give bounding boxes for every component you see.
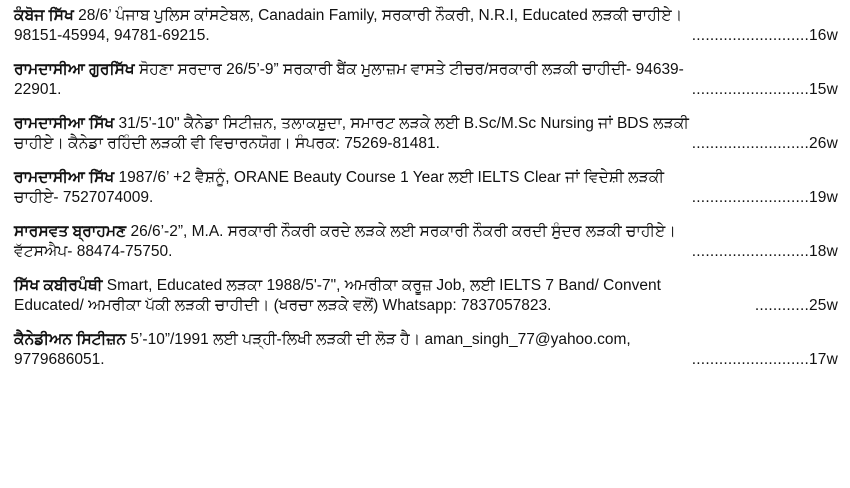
ad-body: 26/6’-2”, M.A. ਸਰਕਾਰੀ ਨੌਕਰੀ ਕਰਦੇ ਲੜਕੇ ਲਈ ਸਰਕਾਰੀ ਨੌਕਰੀ ਕਰਦੀ ਸੁੰਦਰ ਲੜਕੀ ਚਾਹੀਏ। <box>126 223 676 240</box>
ad-text <box>14 330 838 350</box>
ad-text <box>14 6 838 26</box>
ad-contact: 98151-45994, 94781-69215. <box>14 27 210 44</box>
ad-text <box>14 60 838 80</box>
ad-heading: ਕੰਬੋਜ ਸਿੱਖ <box>14 7 74 24</box>
ad-code: ..........................15w <box>691 81 838 98</box>
classified-ad-6 <box>14 276 838 316</box>
ad-heading: ਰਾਮਦਾਸੀਆ ਸਿੱਖ <box>14 115 115 132</box>
ad-last-line <box>14 296 838 316</box>
ad-contact: ਚਾਹੀਏ। ਕੈਨੇਡਾ ਰਹਿੰਦੀ ਲੜਕੀ ਵੀ ਵਿਚਾਰਨਯੋਗ। ਸੰਪਰਕ: 75269-81481. <box>14 135 440 152</box>
ad-contact: 22901. <box>14 81 62 98</box>
ad-heading: ਰਾਮਦਾਸੀਆ ਗੁਰਸਿੱਖ <box>14 61 135 78</box>
ad-body: 5’-10”/1991 ਲਈ ਪੜ੍ਹੀ-ਲਿਖੀ ਲੜਕੀ ਦੀ ਲੋੜ ਹੈ। aman_singh_77@yahoo.com, <box>126 331 631 348</box>
ad-heading: ਸਾਰਸਵਤ ਬ੍ਰਾਹਮਣ <box>14 223 127 240</box>
classified-ad-4 <box>14 168 838 208</box>
ad-heading: ਰਾਮਦਾਸੀਆ ਸਿੱਖ <box>14 169 115 186</box>
ad-contact: ਚਾਹੀਏ- 7527074009. <box>14 189 154 206</box>
ad-last-line <box>14 26 838 46</box>
ad-body: 1987/6’ +2 ਵੈਸ਼ਨੂੰ, ORANE Beauty Course 1 Year ਲਈ IELTS Clear ਜਾਂ ਵਿਦੇਸ਼ੀ ਲੜਕੀ <box>114 169 665 186</box>
ad-text <box>14 114 838 134</box>
ad-code: ..........................26w <box>691 135 838 152</box>
ad-text <box>14 168 838 188</box>
ad-contact: ਵੱਟਸਐਪ- 88474-75750. <box>14 243 173 260</box>
classified-ad-5 <box>14 222 838 262</box>
ad-body: ਸੋਹਣਾ ਸਰਦਾਰ 26/5’-9” ਸਰਕਾਰੀ ਬੈਂਕ ਮੁਲਾਜ਼ਮ ਵਾਸਤੇ ਟੀਚਰ/ਸਰਕਾਰੀ ਲੜਕੀ ਚਾਹੀਦੀ- 94639- <box>134 61 684 78</box>
ad-body: 31/5'-10" ਕੈਨੇਡਾ ਸਿਟੀਜ਼ਨ, ਤਲਾਕਸ਼ੁਦਾ, ਸਮਾਰਟ ਲੜਕੇ ਲਈ B.Sc/M.Sc Nursing ਜਾਂ BDS ਲੜਕੀ <box>114 115 689 132</box>
ad-code: ..........................17w <box>691 351 838 368</box>
ad-body: 28/6’ ਪੰਜਾਬ ਪੁਲਿਸ ਕਾਂਸਟੇਬਲ, Canadain Family, ਸਰਕਾਰੀ ਨੌਕਰੀ, N.R.I, Educated ਲੜਕੀ ਚਾਹੀਏ। <box>73 7 683 24</box>
ad-contact: 9779686051. <box>14 351 105 368</box>
ad-last-line <box>14 188 838 208</box>
classified-ad-7 <box>14 330 838 370</box>
ad-code: ............25w <box>754 297 838 314</box>
classified-ad-2 <box>14 60 838 100</box>
ad-text <box>14 276 838 296</box>
ad-code: ..........................18w <box>691 243 838 260</box>
ad-heading: ਕੈਨੇਡੀਅਨ ਸਿਟੀਜ਼ਨ <box>14 331 127 348</box>
ad-last-line <box>14 80 838 100</box>
classified-ad-1 <box>14 6 838 46</box>
ad-last-line <box>14 350 838 370</box>
ad-code: ..........................16w <box>691 27 838 44</box>
ad-text <box>14 222 838 242</box>
ad-contact: Educated/ ਅਮਰੀਕਾ ਪੱਕੀ ਲੜਕੀ ਚਾਹੀਦੀ। (ਖਰਚਾ ਲੜਕੇ ਵਲੋਂ) Whatsapp: 7837057823. <box>14 297 552 314</box>
ad-last-line <box>14 242 838 262</box>
ad-last-line <box>14 134 838 154</box>
ad-heading: ਸਿੱਖ ਕਬੀਰਪੰਥੀ <box>14 277 103 294</box>
ad-code: ..........................19w <box>691 189 838 206</box>
classified-ad-3 <box>14 114 838 154</box>
ad-body: Smart, Educated ਲੜਕਾ 1988/5'-7", ਅਮਰੀਕਾ ਕਰੂਜ਼ Job, ਲਈ IELTS 7 Band/ Convent <box>102 277 661 294</box>
